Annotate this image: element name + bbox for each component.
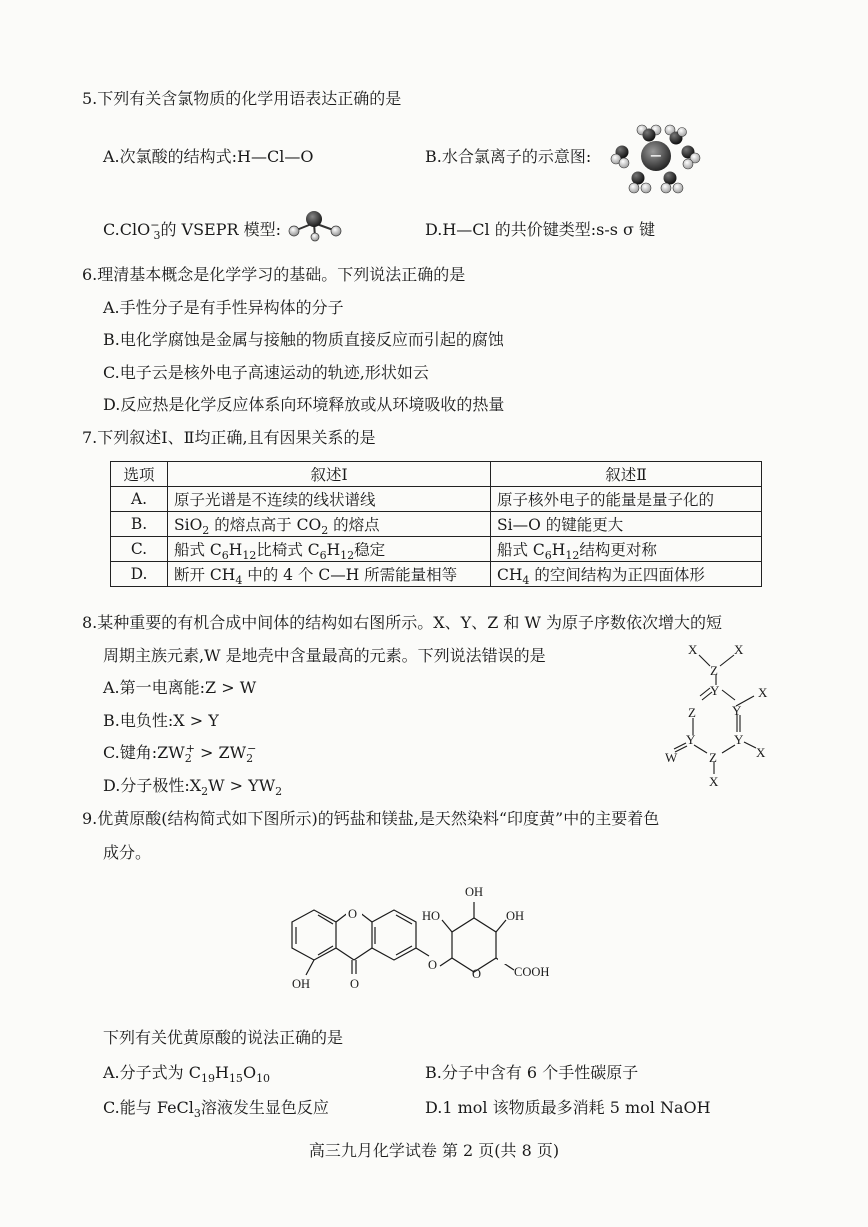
- table-header-cell: 选项: [111, 462, 168, 487]
- q9-option-b: B.分子中含有 6 个手性碳原子: [425, 1063, 639, 1082]
- atom-x-label: X: [709, 774, 719, 789]
- euxanthic-acid-structure: [262, 872, 602, 1012]
- table-cell-statement1: SiO$_2$ 的熔点高于 $CO_2$ 的熔点: [168, 512, 491, 537]
- page-footer: 高三九月化学试卷 第 2 页(共 8 页): [308, 1141, 560, 1160]
- q8-stem-line2: 周期主族元素,W 是地壳中含量最高的元素。下列说法错误的是: [103, 646, 546, 665]
- carbonyl-oxygen-label: O: [350, 977, 360, 991]
- q9-option-a: A.分子式为 $C_{19}H_{15}O_{10}$: [103, 1063, 271, 1086]
- water-molecule-bottom: [629, 172, 683, 194]
- q5-stem: 5.下列有关含氯物质的化学用语表达正确的是: [82, 89, 402, 108]
- q5-option-a: A.次氯酸的结构式:H—Cl—O: [103, 147, 314, 166]
- table-cell-statement1: 断开 $CH_4$ 中的 4 个 C—H 所需能量相等: [168, 562, 491, 587]
- ring-oxygen-label: O: [348, 907, 358, 921]
- phenol-oh-label: OH: [292, 977, 311, 991]
- chloride-charge-label: −: [649, 146, 663, 165]
- q5-option-b: B.水合氯离子的示意图:: [425, 147, 592, 166]
- water-molecule-top: [637, 125, 687, 145]
- q9-option-d: D.1 mol 该物质最多消耗 5 mol NaOH: [425, 1098, 711, 1117]
- atom-y-label: Y: [734, 732, 744, 747]
- table-row: [111, 537, 762, 562]
- table-header-cell: 叙述Ⅱ: [491, 462, 762, 487]
- q5-option-c: C.ClO−$_3$的 VSEPR 模型:: [103, 218, 282, 243]
- hydroxyl-oh-right-label: OH: [506, 909, 525, 923]
- atom-y-label: Y: [710, 683, 720, 698]
- water-molecule-left: [611, 146, 629, 169]
- q9-stem-line2: 成分。: [103, 843, 152, 862]
- atom-w-label: W: [665, 750, 678, 765]
- table-cell-option: D.: [111, 562, 168, 587]
- table-row: [111, 487, 762, 512]
- clo3-vsepr-model: [284, 207, 348, 243]
- table-row: [111, 512, 762, 537]
- q6-option-a: A.手性分子是有手性异构体的分子: [103, 298, 344, 317]
- q9-question: 下列有关优黄原酸的说法正确的是: [103, 1028, 344, 1047]
- q8-structure-diagram: [650, 640, 780, 790]
- table-cell-statement1: 船式 $C_6H_{12}$比椅式 $C_6H_{12}$稳定: [168, 537, 491, 562]
- q6-option-c: C.电子云是核外电子高速运动的轨迹,形状如云: [103, 363, 429, 382]
- table-header-row: [111, 462, 762, 487]
- q7-table: [110, 461, 762, 587]
- q5-option-d: D.H—Cl 的共价键类型:s-s σ 键: [425, 220, 656, 239]
- atom-z-label: Z: [710, 663, 718, 678]
- table-cell-option: C.: [111, 537, 168, 562]
- table-cell-statement1: 原子光谱是不连续的线状谱线: [168, 487, 491, 512]
- table-cell-statement2: Si—O 的键能更大: [491, 512, 762, 537]
- table-cell-statement2: $CH_4$ 的空间结构为正四面体形: [491, 562, 762, 587]
- atom-x-label: X: [756, 745, 766, 760]
- table-cell-option: B.: [111, 512, 168, 537]
- q8-option-b: B.电负性:X > Y: [103, 711, 219, 730]
- ether-oxygen-label: O: [428, 958, 438, 972]
- table-header-cell: 叙述Ⅰ: [168, 462, 491, 487]
- atom-z-label: Z: [709, 750, 717, 765]
- atom-x-label: X: [758, 685, 768, 700]
- table-cell-statement2: 原子核外电子的能量是量子化的: [491, 487, 762, 512]
- water-molecule-right: [682, 146, 701, 170]
- table-row: [111, 562, 762, 587]
- q8-option-a: A.第一电离能:Z > W: [103, 678, 257, 697]
- atom-z-label: Z: [688, 705, 696, 720]
- q9-option-c: C.能与 FeCl$_3$溶液发生显色反应: [103, 1098, 329, 1121]
- q7-stem: 7.下列叙述Ⅰ、Ⅱ均正确,且有因果关系的是: [82, 428, 376, 447]
- hydrated-chloride-ion-diagram: [608, 118, 708, 198]
- carboxyl-label: COOH: [514, 965, 550, 979]
- table-cell-option: A.: [111, 487, 168, 512]
- q9-stem-line1: 9.优黄原酸(结构简式如下图所示)的钙盐和镁盐,是天然染料“印度黄”中的主要着色: [82, 809, 660, 828]
- q8-option-c: C.键角$:ZW_2^+ > ZW_2^-$: [103, 741, 257, 766]
- atom-x-label: X: [734, 642, 744, 657]
- atom-x-label: X: [688, 642, 698, 657]
- pyranose-oxygen-label: O: [472, 967, 482, 981]
- atom-y-label: Y: [686, 732, 696, 747]
- q6-option-b: B.电化学腐蚀是金属与接触的物质直接反应而引起的腐蚀: [103, 330, 504, 349]
- q8-option-d: D.分子极性$:X_2W > YW_2$: [103, 776, 283, 799]
- table-cell-statement2: 船式 $C_6H_{12}$结构更对称: [491, 537, 762, 562]
- hydroxyl-ho-label: HO: [422, 909, 441, 923]
- q8-stem-line1: 8.某种重要的有机合成中间体的结构如右图所示。X、Y、Z 和 W 为原子序数依次增大的短: [82, 613, 723, 632]
- q6-stem: 6.理清基本概念是化学学习的基础。下列说法正确的是: [82, 265, 466, 284]
- hydroxyl-oh-top-label: OH: [465, 885, 484, 899]
- atom-y-label: Y: [732, 703, 742, 718]
- q6-option-d: D.反应热是化学反应体系向环境释放或从环境吸收的热量: [103, 395, 505, 414]
